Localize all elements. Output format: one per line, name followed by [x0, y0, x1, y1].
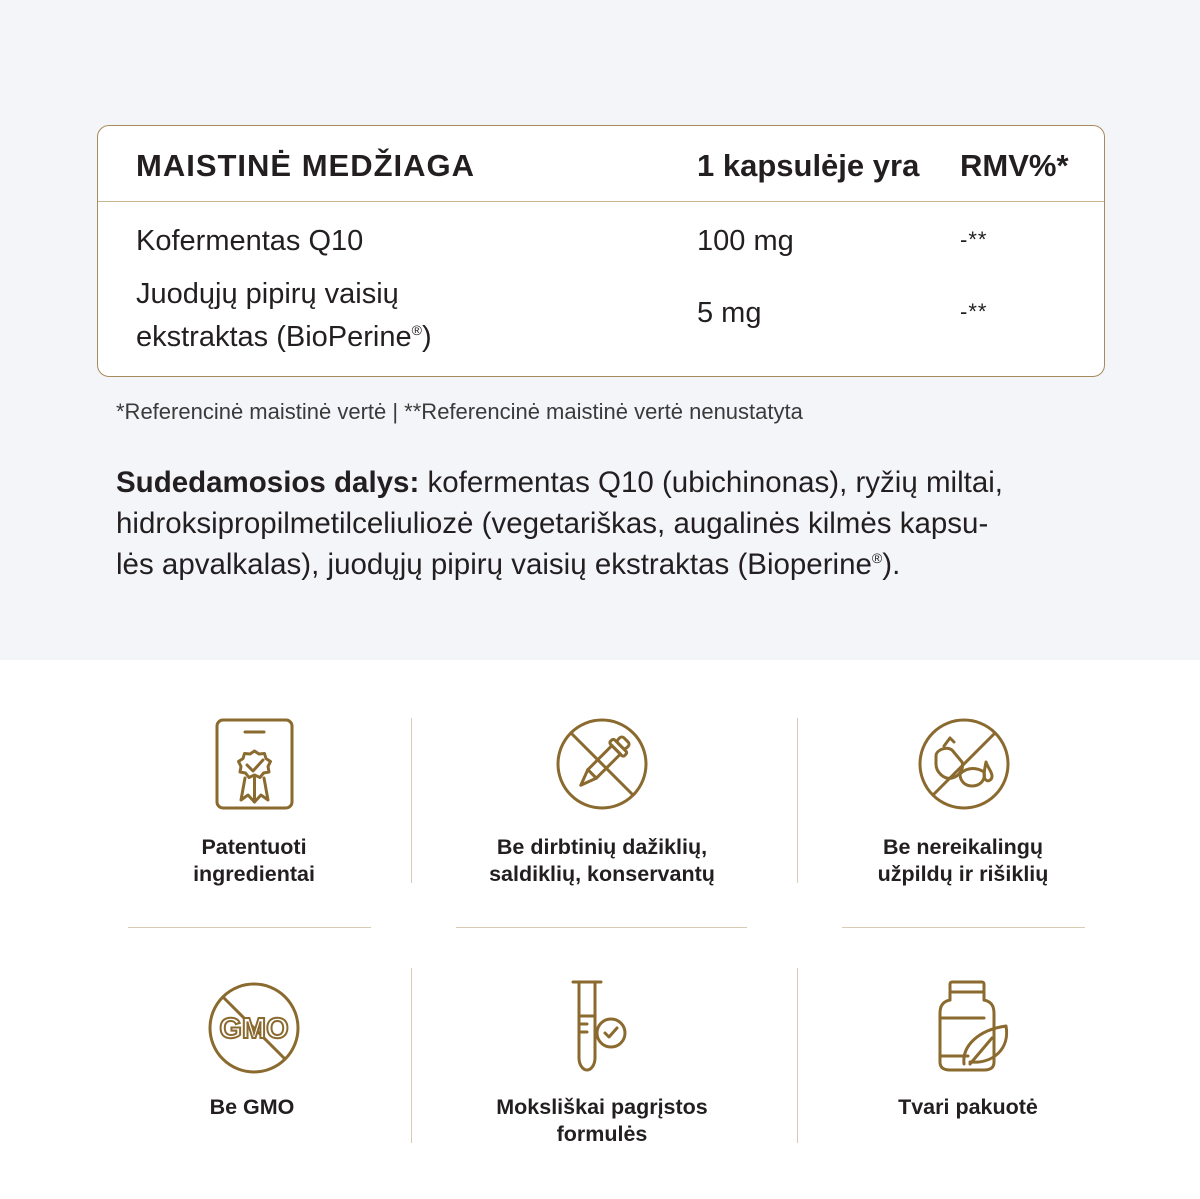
gmo-icon-label: GMO: [219, 1013, 289, 1045]
no-gmo-icon: [206, 980, 302, 1076]
row-1-rmv: -**: [960, 227, 988, 252]
header-divider: [98, 201, 1104, 202]
footnote: *Referencinė maistinė vertė | **Referencinė maistinė vertė nenustatyta: [116, 399, 803, 424]
row-1-amount: 100 mg: [697, 225, 794, 257]
ingredients-paragraph: Sudedamosios dalys: kofermentas Q10 (ubichinonas), ryžių miltai, hidroksipropilmetilceliuliozė (vegetariškas, augalinės kilmės kapsu- lės apvalkalas), juodųjų pipirų vaisių ekstraktas (Bioperine®).: [116, 466, 1003, 581]
grid-divider-horizontal: [842, 927, 1085, 928]
row-2-name-line1: Juodųjų pipirų vaisių: [136, 278, 399, 310]
feature-sustainable-packaging: Tvari pakuotė: [898, 1095, 1038, 1119]
registered-mark: ®: [411, 322, 422, 338]
test-tube-check-icon: [565, 978, 637, 1076]
row-2-rmv: -**: [960, 299, 988, 324]
nutrition-table: [97, 125, 1105, 377]
feature-science-based: Moksliškai pagrįstos formulės: [496, 1095, 708, 1146]
row-2-name-line2: ekstraktas (BioPerine®): [136, 321, 432, 353]
feature-no-artificial-colors: Be dirbtinių dažiklių, saldiklių, konservantų: [489, 835, 715, 886]
jar-leaf-icon: [928, 976, 1014, 1076]
grid-divider-vertical: [411, 718, 412, 883]
registered-mark: ®: [871, 550, 883, 566]
feature-patented-ingredients: Patentuoti ingredientai: [193, 835, 315, 886]
row-1-name: Kofermentas Q10: [136, 225, 364, 257]
grid-divider-vertical: [797, 718, 798, 883]
grid-divider-horizontal: [456, 927, 747, 928]
feature-no-fillers: Be nereikalingų užpildų ir rišiklių: [877, 835, 1049, 886]
grid-divider-vertical: [411, 968, 412, 1143]
header-ingredient: MAISTINĖ MEDŽIAGA: [136, 148, 476, 183]
no-fillers-icon: [916, 716, 1012, 812]
certificate-icon: [207, 716, 303, 816]
grid-divider-horizontal: [128, 927, 371, 928]
grid-divider-vertical: [797, 968, 798, 1143]
ingredients-label: Sudedamosios dalys:: [116, 466, 420, 499]
no-dropper-icon: [554, 716, 650, 812]
row-2-amount: 5 mg: [697, 297, 762, 329]
header-per-capsule: 1 kapsulėje yra: [697, 148, 920, 183]
feature-no-gmo: Be GMO: [209, 1095, 295, 1119]
header-rmv: RMV%*: [960, 148, 1069, 183]
